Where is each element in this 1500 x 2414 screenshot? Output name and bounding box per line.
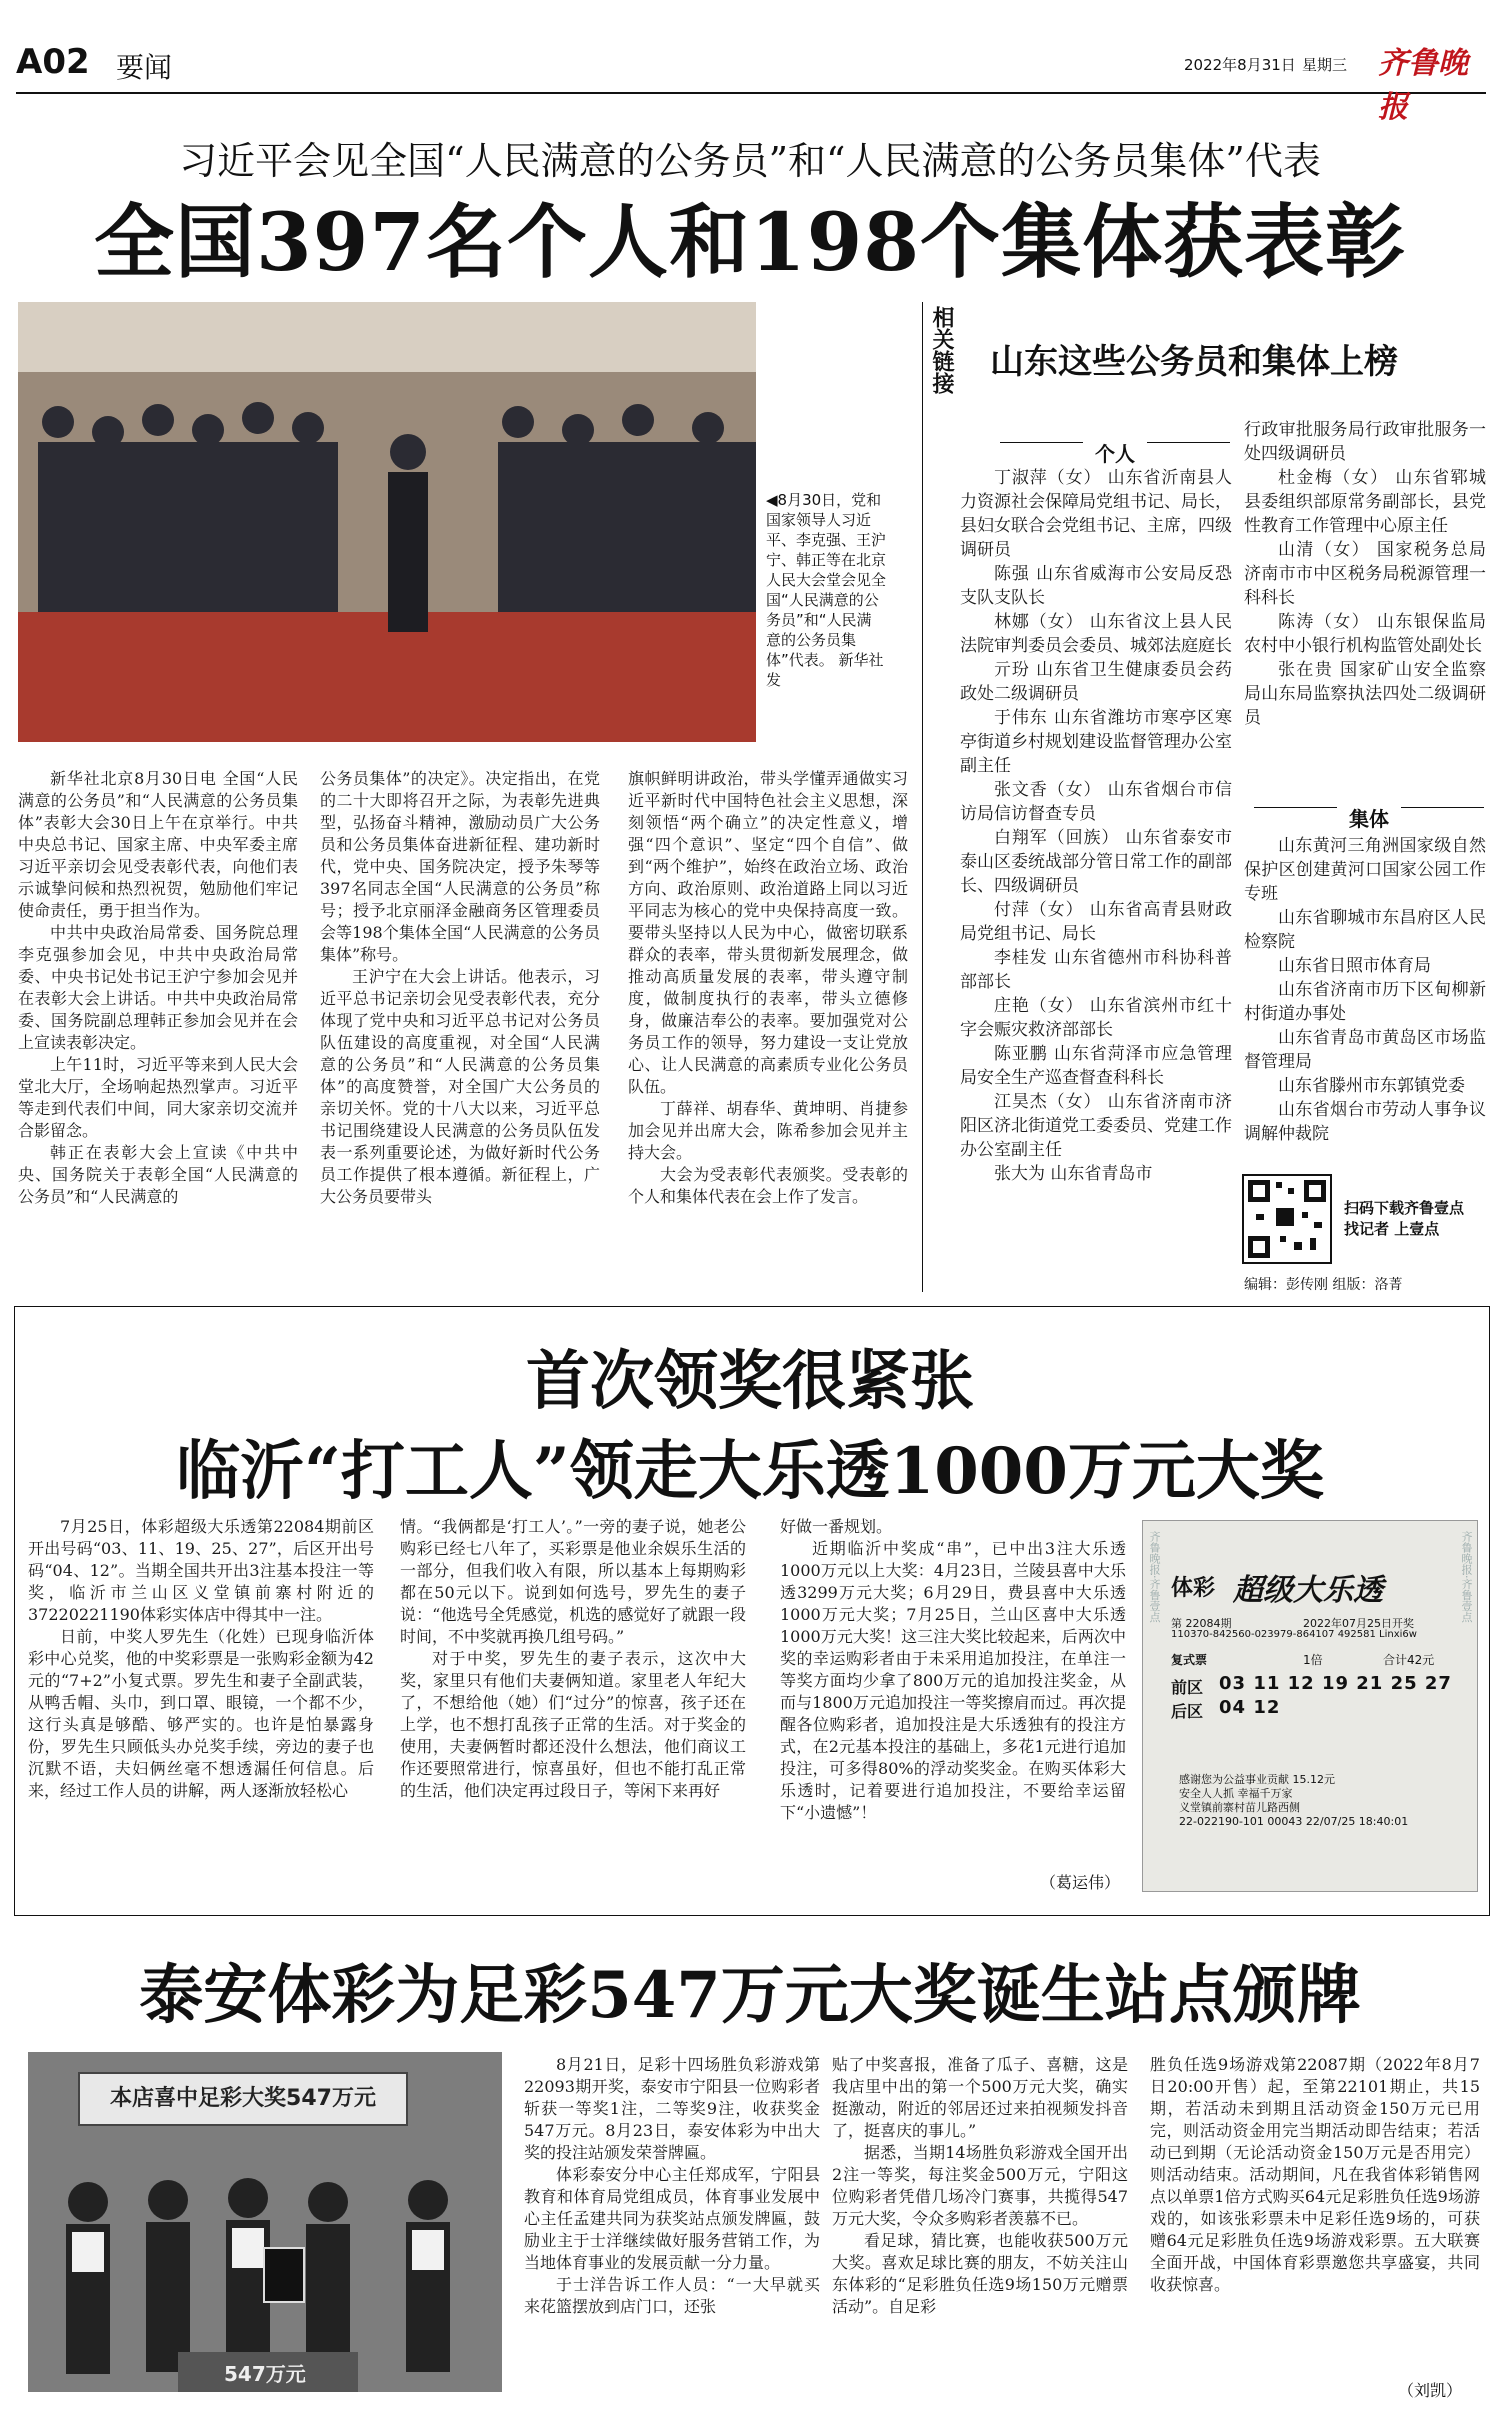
- photo-plaque-text: 547万元: [224, 2362, 306, 2386]
- list-item: 山东省日照市体育局: [1278, 956, 1431, 976]
- qr-text: 扫码下载齐鲁壹点 找记者 上壹点: [1344, 1199, 1465, 1238]
- ticket-footer-4: 22-022190-101 00043 22/07/25 18:40:01: [1179, 1815, 1409, 1828]
- list-item: 丁淑萍（女） 山东省沂南县人力资源社会保障局党组书记、局长，县妇女联合会党组书记、主席，四级调研员: [960, 468, 1232, 560]
- list-item: 山东黄河三角洲国家级自然保护区创建黄河口国家公园工作专班: [1244, 836, 1486, 904]
- individual-label: 个人: [1083, 442, 1147, 466]
- column-divider: [922, 302, 923, 1292]
- list-item: 李桂发 山东省德州市科协科普部部长: [960, 948, 1232, 992]
- ticket-footer-3: 义堂镇前寨村苗儿路西侧: [1179, 1801, 1300, 1814]
- list-item: 陈强 山东省威海市公安局反恐支队支队长: [960, 564, 1232, 608]
- list-item: 山东省烟台市劳动人事争议调解仲裁院: [1244, 1100, 1486, 1144]
- list-item: 山清（女） 国家税务总局济南市市中区税务局税源管理一科科长: [1244, 540, 1486, 608]
- sidebar-tag: 相关链接: [929, 306, 955, 394]
- list-item: 亓玢 山东省卫生健康委员会药政处二级调研员: [960, 660, 1232, 704]
- list-item: 付萍（女） 山东省高青县财政局党组书记、局长: [960, 900, 1232, 944]
- page-number: A02: [16, 42, 90, 82]
- individual-list-2: [1244, 418, 1486, 758]
- weekday: 星期三: [1302, 56, 1348, 74]
- taian-col-3: 胜负任选9场游戏第22087期（2022年8月7日20:00开售）起，至第22101期止，共15期，若活动未到期且活动资金150万元已用完，则活动资金用完当期活动即告结束；若活动已到期（无论活动资金150万元是否用完）则活动结束。活动期间，凡在我省体彩销售网点以单票1倍方式购买64元足彩胜负任选9场游戏的，如该张彩票未中足彩任选9场的，可获赠64元足彩胜负任选9场游戏彩票。五大联赛全面开战，中国体育彩票邀您共享盛宴，共同收获惊喜。: [1150, 2055, 1480, 2294]
- list-item: 山东省青岛市黄岛区市场监督管理局: [1244, 1028, 1486, 1072]
- lead-col-3: 旗帜鲜明讲政治，带头学懂弄通做实习近平新时代中国特色社会主义思想，深刻领悟“两个确立”的决定性意义，增强“四个意识”、坚定“四个自信”、做到“两个维护”，始终在政治立场、政治方向、政治原则、政治道路上同以习近平同志为核心的党中央保持高度一致。要带头坚持以人民为中心，做密切联系群众的表率，带头贯彻新发展理念，做推动高质量发展的表率，带头遵守制度，做制度执行的表率，带头立德修身，做廉洁奉公的表率。要加强党对公务员工作的领导，努力建设一支让党放心、让人民满意的高素质专业化公务员队伍。 丁薛祥、胡春华、黄坤明、肖捷参加会见并出席大会，陈希参加会见并主持大会。 大会为受表彰代表颁奖。受表彰的个人和集体代表在会上作了发言。: [628, 769, 908, 1206]
- list-item: 陈亚鹏 山东省菏泽市应急管理局安全生产巡查督查科科长: [960, 1044, 1232, 1088]
- editor-credit: 编辑：彭传刚 组版：洛菁: [1244, 1277, 1403, 1293]
- section-name: 要闻: [116, 51, 173, 84]
- group-label: 集体: [1337, 807, 1401, 831]
- list-item: 江昊杰（女） 山东省济南市济阳区济北街道党工委委员、党建工作办公室副主任: [960, 1092, 1232, 1160]
- lead-photo-caption: ◀8月30日，党和国家领导人习近平、李克强、王沪宁、韩正等在北京人民大会堂会见全国“人民满意的公务员”和“人民满意的公务员集体”代表。 新华社发: [766, 491, 887, 689]
- lottery-col-2: 情。“我俩都是‘打工人’。”一旁的妻子说，她老公购彩已经七八年了，买彩票是他业余娱乐生活的一部分，但我们收入有限，所以基本上每期购彩都在50元以下。说到如何选号，罗先生的妻子说：“他选号全凭感觉，机选的感觉好了就跟一段时间，不中奖就再换几组号码。” 对于中奖，罗先生的妻子表示，这次中大奖，家里只有他们夫妻俩知道。家里老人年纪大了，不想给他（她）们“过分”的惊喜，孩子还在上学，也不想打乱孩子正常的生活。对于奖金的使用，夫妻俩暂时都还没什么想法，他们商议工作还要照常进行，惊喜虽好，但也不能打乱正常的生活，他们决定再过段日子，等闲下来再好: [400, 1517, 746, 1800]
- qr-code-icon: [1244, 1176, 1330, 1262]
- masthead: [16, 28, 1486, 125]
- list-item: 陈涛（女） 山东银保监局农村中小银行机构监管处副处长: [1244, 612, 1486, 656]
- lead-col-1: 新华社北京8月30日电 全国“人民满意的公务员”和“人民满意的公务员集体”表彰大会30日上午在京举行。中共中央总书记、国家主席、中央军委主席习近平亲切会见受表彰代表，向他们表示诚挚问候和热烈祝贺，勉励他们牢记使命责任，勇于担当作为。 中共中央政治局常委、国务院总理李克强参加会见，中共中央政治局常委、中央书记处书记王沪宁参加会见并在表彰大会上讲话。中共中央政治局常委、国务院副总理韩正参加会见并在会上宣读表彰决定。 上午11时，习近平等来到人民大会堂北大厅，全场响起热烈掌声。习近平等走到代表们中间，同大家亲切交流并合影留念。 韩正在表彰大会上宣读《中共中央、国务院关于表彰全国“人民满意的公务员”和“人民满意的: [18, 769, 298, 1206]
- ticket-date: 2022年07月25日开奖: [1303, 1617, 1414, 1630]
- ticket-serial: 110370-842560-023979-864107 492581 Linxi6w: [1171, 1629, 1417, 1640]
- qr-code[interactable]: [1242, 1174, 1332, 1264]
- group-label-rule: [1254, 807, 1484, 830]
- list-item: 张在贵 国家矿山安全监察局山东局监察执法四处二级调研员: [1244, 660, 1486, 728]
- list-item: 林娜（女） 山东省汶上县人民法院审判委员会委员、城郊法庭庭长: [960, 612, 1232, 656]
- taian-col-2: 贴了中奖喜报，准备了瓜子、喜糖，这是我店里中出的第一个500万元大奖，确实挺激动，附近的邻居还过来拍视频发抖音了，挺喜庆的事儿。” 据悉，当期14场胜负彩游戏全国开出2注一等奖，每注奖金500万元，宁阳这位购彩者凭借几场冷门赛事，共揽得547万元大奖，令众多购彩者羡慕不已。 看足球，猜比赛，也能收获500万元大奖。喜欢足球比赛的朋友，不妨关注山东体彩的“足彩胜负任选9场150万元赠票活动”。自足彩: [832, 2055, 1128, 2316]
- lottery-col-3: 好做一番规划。 近期临沂中奖成“串”，已中出3注大乐透1000万元以上大奖：4月23日，兰陵县喜中大乐透3299万元大奖；6月29日，费县喜中大乐透1000万元大奖；7月25日，兰山区喜中大乐透1000万元大奖！这三注大奖比较起来，后两次中奖的幸运购彩者由于未采用追加投注，在单注一等奖方面均少拿了800万元的追加投注奖金，从而与1800万元追加投注一等奖擦肩而过。再次提醒各位购彩者，追加投注是大乐透独有的投注方式，在2元基本投注的基础上，多花1元进行追加投注，可多得80%的浮动奖奖金。在购买体彩大乐透时，记着要进行追加投注，不要给幸运留下“小遗憾”！: [780, 1517, 1126, 1822]
- photo-banner: 本店喜中足彩大奖547万元: [78, 2072, 408, 2126]
- list-item: 庄艳（女） 山东省滨州市红十字会赈灾救济部部长: [960, 996, 1232, 1040]
- ticket-multiple: 1倍: [1303, 1653, 1323, 1667]
- ticket-front-numbers: 03 11 12 19 21 25 27: [1219, 1673, 1452, 1694]
- ticket-watermark-left: 齐鲁晚报·齐鲁壹点: [1148, 1531, 1161, 1623]
- list-item: 张大为 山东省青岛市: [994, 1164, 1153, 1184]
- taian-col-1: 8月21日，足彩十四场胜负彩游戏第22093期开奖，泰安市宁阳县一位购彩者斩获一等奖1注，二等奖9注，收获奖金547万元。8月23日，泰安体彩为中出大奖的投注站颁发荣誉牌匾。 体彩泰安分中心主任郑成军，宁阳县教育和体育局党组成员，体育事业发展中心主任孟建共同为获奖站点颁发牌匾，鼓励业主于士洋继续做好服务营销工作，为当地体育事业的发展贡献一分力量。 于士洋告诉工作人员：“一大早就买来花篮摆放到店门口，还张: [524, 2055, 820, 2316]
- list-item: 行政审批服务局行政审批服务一处四级调研员: [1244, 420, 1486, 464]
- ticket-watermark-right: 齐鲁晚报·齐鲁壹点: [1460, 1531, 1473, 1623]
- lottery-byline: （葛运伟）: [1040, 1873, 1121, 1892]
- taian-headline: 泰安体彩为足彩547万元大奖诞生站点颁牌: [139, 1958, 1361, 2033]
- list-item: 山东省滕州市东郭镇党委: [1278, 1076, 1465, 1096]
- ticket-amount: 合计42元: [1383, 1653, 1435, 1667]
- lead-headline: 全国397名个人和198个集体获表彰: [94, 195, 1406, 289]
- ticket-issue: 第 22084期: [1171, 1617, 1232, 1630]
- individual-label-rule: [1000, 442, 1230, 465]
- list-item: 山东省济南市历下区甸柳新村街道办事处: [1244, 980, 1486, 1024]
- sidebar-title: 山东这些公务员和集体上榜: [990, 342, 1398, 382]
- individual-list-1: [960, 466, 1232, 1286]
- lottery-ticket: [1142, 1520, 1478, 1892]
- people-illustration: [28, 2052, 502, 2392]
- ticket-brand: 体彩: [1171, 1576, 1216, 1601]
- date: 2022年8月31日: [1184, 56, 1296, 74]
- paper-logo: 齐鲁晚报: [1378, 46, 1468, 125]
- lead-photo: [18, 302, 756, 742]
- list-item: 于伟东 山东省潍坊市寒亭区寒亭街道乡村规划建设监督管理办公室副主任: [960, 708, 1232, 776]
- lottery-headline-2: 临沂“打工人”领走大乐透1000万元大奖: [176, 1434, 1324, 1509]
- ticket-footer-1: 感谢您为公益事业贡献 15.12元: [1179, 1773, 1335, 1786]
- group-list: [1244, 834, 1486, 1164]
- list-item: 白翔军（回族） 山东省泰安市泰山区委统战部分管日常工作的副部长、四级调研员: [960, 828, 1232, 896]
- taian-photo: [28, 2052, 502, 2392]
- list-item: 张文香（女） 山东省烟台市信访局信访督查专员: [960, 780, 1232, 824]
- lead-kicker: 习近平会见全国“人民满意的公务员”和“人民满意的公务员集体”代表: [179, 139, 1321, 183]
- ticket-back-label: 后区: [1171, 1702, 1204, 1721]
- lottery-col-1: 7月25日，体彩超级大乐透第22084期前区开出号码“03、11、19、25、27”，后区开出号码“04、12”。当期全国共开出3注基本投注一等奖，临沂市兰山区义堂镇前寨村附近的37220221190体彩实体店中得其中一注。 日前，中奖人罗先生（化姓）已现身临沂体彩中心兑奖，他的中奖彩票是一张购彩金额为42元的“7+2”小复式票。罗先生和妻子全副武装，从鸭舌帽、头巾，到口罩、眼镜，一个都不少，这行头真是够酷、够严实的。也许是怕暴露身份，罗先生只顾低头办兑奖手续，旁边的妻子也沉默不语，夫妇俩丝毫不想透漏任何信息。后来，经过工作人员的讲解，两人逐渐放轻松心: [28, 1517, 374, 1800]
- ticket-front-label: 前区: [1171, 1678, 1204, 1697]
- ticket-back-numbers: 04 12: [1219, 1697, 1281, 1718]
- lottery-headline-1: 首次领奖很紧张: [526, 1344, 974, 1419]
- list-item: 杜金梅（女） 山东省郓城县委组织部原常务副部长，县党性教育工作管理中心原主任: [1244, 468, 1486, 536]
- ticket-mode: 复式票: [1171, 1653, 1208, 1667]
- taian-byline: （刘凯）: [1398, 2381, 1463, 2400]
- ticket-game: 超级大乐透: [1233, 1573, 1383, 1608]
- meeting-photo-illustration: [18, 302, 756, 742]
- lead-col-2: 公务员集体”的决定》。决定指出，在党的二十大即将召开之际，为表彰先进典型，弘扬奋斗精神，激励动员广大公务员和公务员集体奋进新征程、建功新时代，党中央、国务院决定，授予朱琴等397名同志全国“人民满意的公务员”称号；授予北京丽泽金融商务区管理委员会等198个集体全国“人民满意的公务员集体”称号。 王沪宁在大会上讲话。他表示，习近平总书记亲切会见受表彰代表，充分体现了党中央和习近平总书记对公务员队伍建设的高度重视，对全国“人民满意的公务员”和“人民满意的公务员集体”的高度赞誉，对全国广大公务员的亲切关怀。党的十八大以来，习近平总书记围绕建设人民满意的公务员队伍发表一系列重要论述，为做好新时代公务员工作提供了根本遵循。新征程上，广大公务员要带头: [320, 769, 600, 1206]
- list-item: 山东省聊城市东昌府区人民检察院: [1244, 908, 1486, 952]
- ticket-footer-2: 安全人人抓 幸福千万家: [1179, 1787, 1293, 1800]
